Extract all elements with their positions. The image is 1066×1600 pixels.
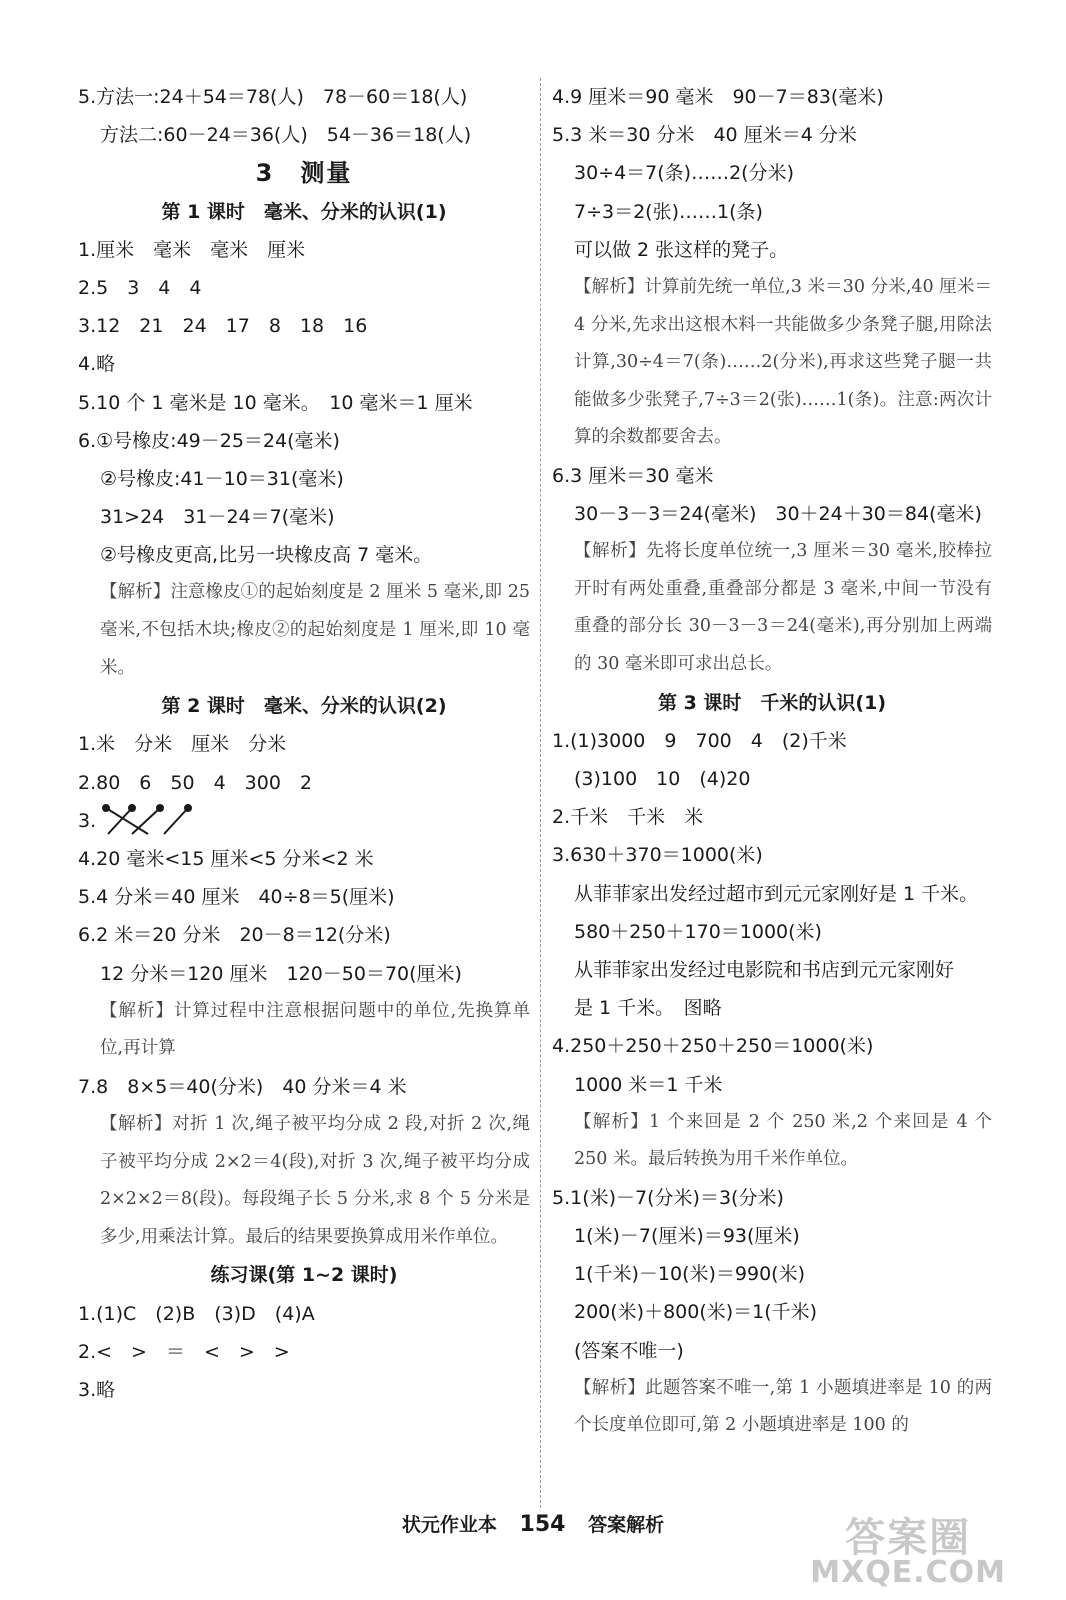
analysis-note: 【解析】先将长度单位统一,3 厘米＝30 毫米,胶棒拉开时有两处重叠,重叠部分都是 3 毫米,中间一节没有重叠的部分长 30－3－3＝24(毫米),再分别加上两端的 30 毫米即可求出总长。 (574, 541, 992, 675)
analysis-note: 【解析】1 个来回是 2 个 250 米,2 个来回是 4 个 250 米。最后转换为用千米作单位。 (574, 1111, 992, 1170)
analysis-note: 【解析】此题答案不唯一,第 1 小题填进率是 10 的两个长度单位即可,第 2 小题填进率是 100 的 (574, 1377, 992, 1436)
answer-line: 5.1(米)－7(分米)＝3(分米) (552, 1186, 784, 1209)
answer-line: 200(米)＋800(米)＝1(千米) (574, 1301, 818, 1324)
answer-line: 方法二:60－24＝36(人) 54－36＝18(人) (100, 124, 472, 147)
answer-line: 是 1 千米。 图略 (574, 997, 722, 1020)
answer-line: 3.12 21 24 17 8 18 16 (78, 315, 368, 338)
answer-line: 4.9 厘米＝90 毫米 90－7＝83(毫米) (552, 86, 884, 108)
analysis-note: 【解析】注意橡皮①的起始刻度是 2 厘米 5 毫米,即 25 毫米,不包括木块;橡皮②的起始刻度是 1 厘米,即 10 毫米。 (100, 582, 530, 678)
left-column (78, 78, 530, 1409)
answer-line: 12 分米＝120 厘米 120－50＝70(厘米) (100, 962, 462, 985)
footer-label: 答案解析 (588, 1514, 665, 1536)
answer-line: 从菲菲家出发经过超市到元元家刚好是 1 千米。 (574, 882, 979, 905)
answer-line: ②号橡皮更高,比另一块橡皮高 7 毫米。 (100, 544, 433, 567)
answer-line: ②号橡皮:41－10＝31(毫米) (100, 467, 344, 490)
matching-answer (78, 802, 530, 840)
answer-line: 2.< > ＝ < > > (78, 1340, 290, 1363)
lesson-title: 第 3 课时 千米的认识(1) (657, 691, 887, 714)
answer-line: 5.方法一:24＋54＝78(人) 78－60＝18(人) (78, 86, 468, 108)
analysis-note: 【解析】计算过程中注意根据问题中的单位,先换算单位,再计算 (100, 1000, 530, 1059)
page-number: 154 (519, 1512, 566, 1537)
answer-number: 3. (78, 809, 97, 832)
answer-line: 6.①号橡皮:49－25＝24(毫米) (78, 429, 340, 452)
answer-line: 2.5 3 4 4 (78, 276, 202, 299)
answer-line: 5.3 米＝30 分米 40 厘米＝4 分米 (552, 124, 857, 147)
answer-line: 1.米 分米 厘米 分米 (78, 733, 287, 756)
answer-line: 580＋250＋170＝1000(米) (574, 920, 822, 943)
section-title: 3 测量 (255, 159, 353, 188)
answer-line: 2.千米 千米 米 (552, 806, 704, 829)
watermark-url: MXQE.COM (810, 1555, 1006, 1590)
book-name: 状元作业本 (401, 1514, 497, 1536)
answer-line: 30÷4＝7(条)……2(分米) (574, 162, 795, 185)
answer-line: 7.8 8×5＝40(分米) 40 分米＝4 米 (78, 1075, 407, 1098)
answer-line: 3.略 (78, 1379, 116, 1402)
lesson-title: 第 2 课时 毫米、分米的认识(2) (161, 695, 447, 718)
answer-line: (答案不唯一) (574, 1339, 684, 1362)
answer-line: 5.10 个 1 毫米是 10 毫米。 10 毫米＝1 厘米 (78, 391, 473, 414)
answer-line: 3.630＋370＝1000(米) (552, 844, 763, 867)
answer-line: 4.20 毫米<15 厘米<5 分米<2 米 (78, 847, 374, 870)
lesson-title: 第 1 课时 毫米、分米的认识(1) (161, 200, 447, 223)
answer-line: 1(千米)－10(米)＝990(米) (574, 1263, 806, 1286)
column-divider (540, 78, 541, 1508)
matching-lines-drawing (102, 804, 212, 838)
answer-line: 1(米)－7(厘米)＝93(厘米) (574, 1225, 800, 1248)
answer-line: 31>24 31－24＝7(毫米) (100, 506, 335, 529)
answer-line: 1000 米＝1 千米 (574, 1073, 723, 1096)
answer-line: 7÷3＝2(张)……1(条) (574, 200, 763, 223)
answer-line: 4.略 (78, 353, 116, 376)
answer-line: 5.4 分米＝40 厘米 40÷8＝5(厘米) (78, 886, 395, 909)
answer-line: 6.2 米＝20 分米 20－8＝12(分米) (78, 924, 391, 947)
answer-line: 4.250＋250＋250＋250＝1000(米) (552, 1035, 874, 1058)
answer-line: 1.(1)3000 9 700 4 (2)千米 (552, 729, 847, 752)
right-column (552, 78, 992, 1445)
answer-line: 2.80 6 50 4 300 2 (78, 771, 313, 794)
answer-line: 1.厘米 毫米 毫米 厘米 (78, 238, 306, 261)
answer-line: 1.(1)C (2)B (3)D (4)A (78, 1302, 315, 1325)
answer-line: 从菲菲家出发经过电影院和书店到元元家刚好 (574, 958, 955, 981)
analysis-note: 【解析】对折 1 次,绳子被平均分成 2 段,对折 2 次,绳子被平均分成 2×2＝4(段),对折 3 次,绳子被平均分成 2×2×2＝8(段)。每段绳子长 5 分米,求 8 个 5 分米是多少,用乘法计算。最后的结果要换算成用米作单位。 (100, 1114, 530, 1247)
watermark-logo (810, 1515, 1006, 1590)
answer-line: 6.3 厘米＝30 毫米 (552, 464, 714, 487)
answer-line: 30－3－3＝24(毫米) 30＋24＋30＝84(毫米) (574, 503, 982, 526)
lesson-title: 练习课(第 1~2 课时) (210, 1264, 398, 1287)
analysis-note: 【解析】计算前先统一单位,3 米＝30 分米,40 厘米＝4 分米,先求出这根木料一共能做多少条凳子腿,用除法计算,30÷4＝7(条)……2(分米),再求这些凳子腿一共能做多少张凳子,7÷3＝2(张)……1(条)。注意:两次计算的余数都要舍去。 (574, 276, 992, 448)
answer-line: 可以做 2 张这样的凳子。 (574, 238, 789, 261)
watermark-text: 答案圈 (845, 1515, 972, 1561)
answer-line: (3)100 10 (4)20 (574, 768, 751, 791)
